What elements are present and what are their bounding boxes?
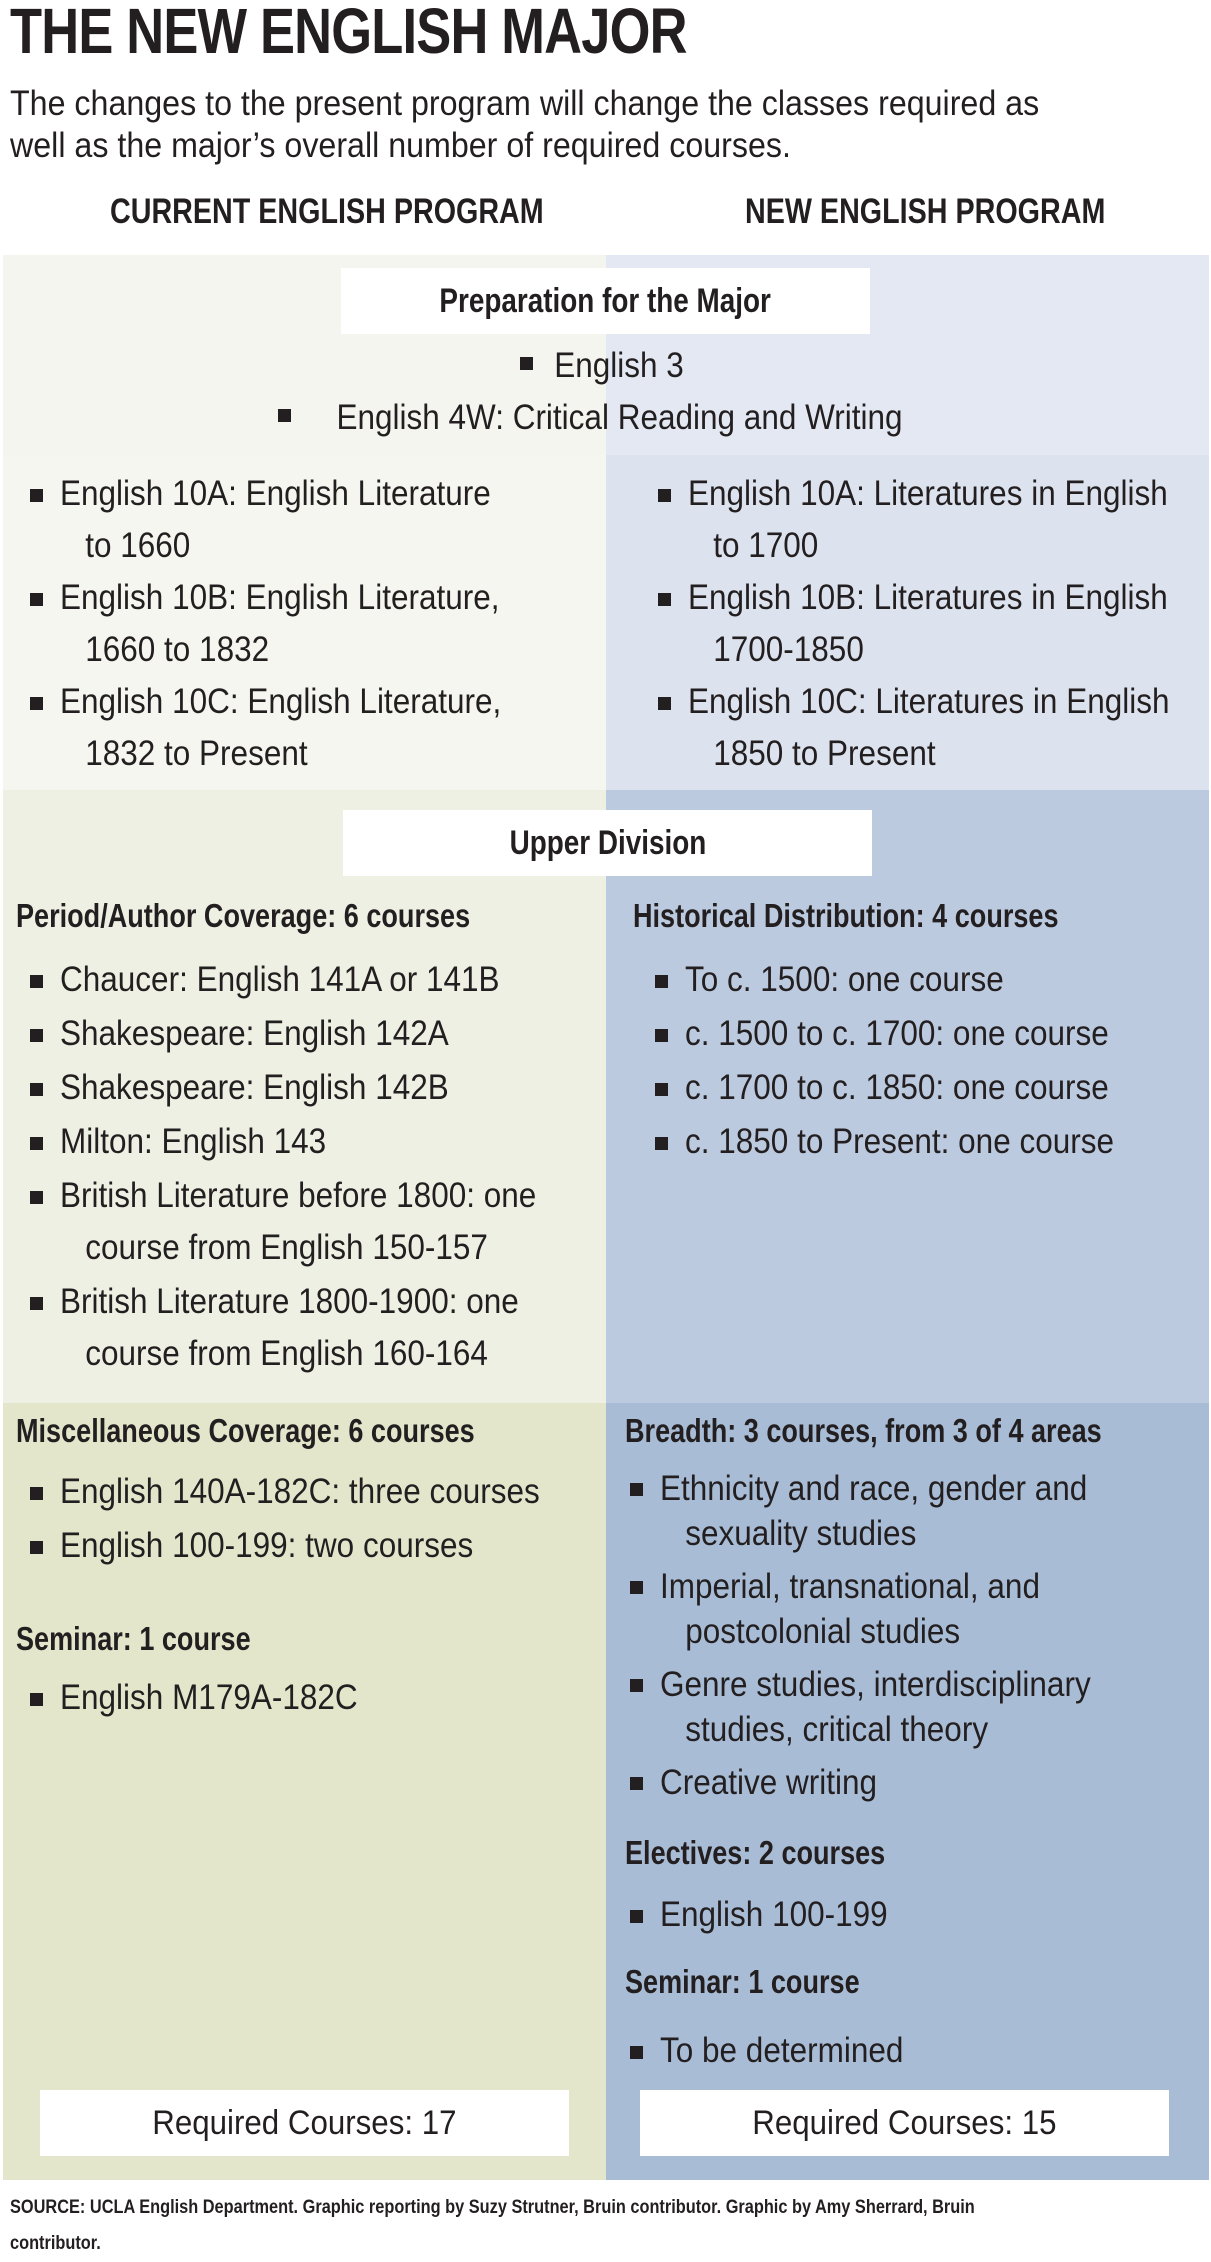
list-item-text: Ethnicity and race, gender and [660,1469,1088,1508]
seminar-current-list [30,1672,391,1726]
list-item [30,1466,593,1518]
list-item [655,1062,1162,1114]
list-item-text: postcolonial studies [685,1612,961,1651]
seminar-current-heading: Seminar: 1 course [16,1620,251,1657]
list-item-text: British Literature 1800-1900: one [60,1282,519,1321]
bullet-icon [30,975,43,988]
list-item [630,2025,930,2077]
historical-distribution-list [655,954,1162,1170]
misc-coverage-list [30,1466,593,1574]
list-item-text: To be determined [660,2031,904,2070]
historical-distribution-heading: Historical Distribution: 4 courses [633,897,1059,934]
list-item-text: c. 1850 to Present: one course [685,1122,1115,1161]
required-current: Required Courses: 17 [152,2103,457,2142]
preparation-heading: Preparation for the Major [439,281,772,320]
seminar-new-list [630,2025,930,2077]
list-item [30,954,589,1006]
bullet-icon [30,593,43,606]
bullet-icon [655,1029,668,1042]
list-item-text: 1660 to 1832 [85,630,270,669]
list-item-text: 1700-1850 [713,630,864,669]
preparation-new-list [658,468,1211,780]
list-item-text: Genre studies, interdisciplinary [660,1665,1091,1704]
list-item-text: Chaucer: English 141A or 141B [60,960,500,999]
required-new-box [640,2090,1169,2156]
preparation-heading-box [341,268,870,334]
bullet-icon [30,1191,43,1204]
upper-division-heading-box [343,810,872,876]
bullet-icon [655,1083,668,1096]
list-item-text: English 10A: English Literature [60,474,491,513]
shared-item: English 4W: Critical Reading and Writing [0,398,1211,438]
list-item-text: 1832 to Present [85,734,308,773]
required-new: Required Courses: 15 [752,2103,1057,2142]
misc-coverage-heading: Miscellaneous Coverage: 6 courses [16,1412,475,1449]
shared-item: English 3 [0,346,1211,386]
list-item-text: Milton: English 143 [60,1122,327,1161]
bullet-icon [655,1137,668,1150]
list-item [30,1170,589,1274]
list-item-text: Imperial, transnational, and [660,1567,1040,1606]
list-item-text: English 10A: Literatures in English [688,474,1168,513]
bullet-icon [658,489,671,502]
list-item [30,1116,589,1168]
column-header-current: CURRENT ENGLISH PROGRAM [110,192,544,231]
subtitle: The changes to the present program will change the classes required as well as the major’s overall number of required courses. [10,84,1040,165]
bullet-icon [30,489,43,502]
bullet-icon [630,2046,643,2059]
list-item [655,954,1162,1006]
list-item [30,1062,589,1114]
breadth-heading: Breadth: 3 courses, from 3 of 4 areas [625,1412,1102,1449]
preparation-current-list [30,468,550,780]
column-header-new: NEW ENGLISH PROGRAM [745,192,1106,231]
list-item-text: To c. 1500: one course [685,960,1004,999]
list-item [30,572,550,676]
bullet-icon [655,975,668,988]
page-title: THE NEW ENGLISH MAJOR [10,0,687,67]
list-item [30,1008,589,1060]
list-item-text: 1850 to Present [713,734,936,773]
seminar-new-heading: Seminar: 1 course [625,1963,860,2000]
bullet-icon [30,1029,43,1042]
list-item-text: English 10C: Literatures in English [688,682,1170,721]
list-item [630,1662,1139,1752]
period-author-heading: Period/Author Coverage: 6 courses [16,897,471,934]
list-item [658,572,1211,676]
list-item [30,1276,589,1380]
required-current-box [40,2090,569,2156]
list-item [30,676,550,780]
list-item-text: English 140A-182C: three courses [60,1472,540,1511]
list-item-text: English 100-199 [660,1895,888,1934]
list-item [30,1672,391,1724]
list-item [655,1008,1162,1060]
list-item [658,676,1211,780]
list-item [655,1116,1162,1168]
list-item-text: Creative writing [660,1763,878,1802]
electives-heading: Electives: 2 courses [625,1834,886,1871]
list-item-text: English 10C: English Literature, [60,682,502,721]
list-item-text: c. 1500 to c. 1700: one course [685,1014,1109,1053]
bullet-icon [30,697,43,710]
breadth-list [630,1466,1139,1813]
list-item-text: English 10B: Literatures in English [688,578,1168,617]
list-item-text: Shakespeare: English 142B [60,1068,449,1107]
list-item-text: English M179A-182C [60,1678,358,1717]
bullet-icon [30,1693,43,1706]
bullet-icon [30,1297,43,1310]
bullet-icon [520,357,533,370]
list-item [30,1520,593,1572]
electives-list [630,1889,913,1941]
list-item-text: course from English 160-164 [85,1334,488,1373]
bullet-icon [30,1541,43,1554]
bullet-icon [658,697,671,710]
bullet-icon [278,409,291,422]
bullet-icon [30,1137,43,1150]
source-credit: SOURCE: UCLA English Department. Graphic reporting by Suzy Strutner, Bruin contributor. Graphic by Amy Sherrard, Bruin contributor. [10,2197,975,2254]
bullet-icon [630,1679,643,1692]
list-item-text: Shakespeare: English 142A [60,1014,449,1053]
bullet-icon [30,1083,43,1096]
list-item-text: to 1700 [713,526,819,565]
bullet-icon [30,1487,43,1500]
list-item [630,1760,1139,1805]
list-item-text: to 1660 [85,526,191,565]
list-item [630,1564,1139,1654]
bullet-icon [630,1910,643,1923]
list-item [630,1466,1139,1556]
list-item-text: c. 1700 to c. 1850: one course [685,1068,1109,1107]
list-item [658,468,1211,572]
list-item-text: sexuality studies [685,1514,917,1553]
list-item-text: British Literature before 1800: one [60,1176,537,1215]
list-item-text: course from English 150-157 [85,1228,488,1267]
bullet-icon [630,1777,643,1790]
list-item [30,468,550,572]
list-item-text: English 100-199: two courses [60,1526,474,1565]
period-author-list [30,954,589,1382]
upper-division-heading: Upper Division [509,823,706,862]
list-item-text: studies, critical theory [685,1710,989,1749]
bullet-icon [630,1483,643,1496]
bullet-icon [658,593,671,606]
list-item-text: English 10B: English Literature, [60,578,500,617]
bullet-icon [630,1581,643,1594]
list-item [630,1889,913,1941]
